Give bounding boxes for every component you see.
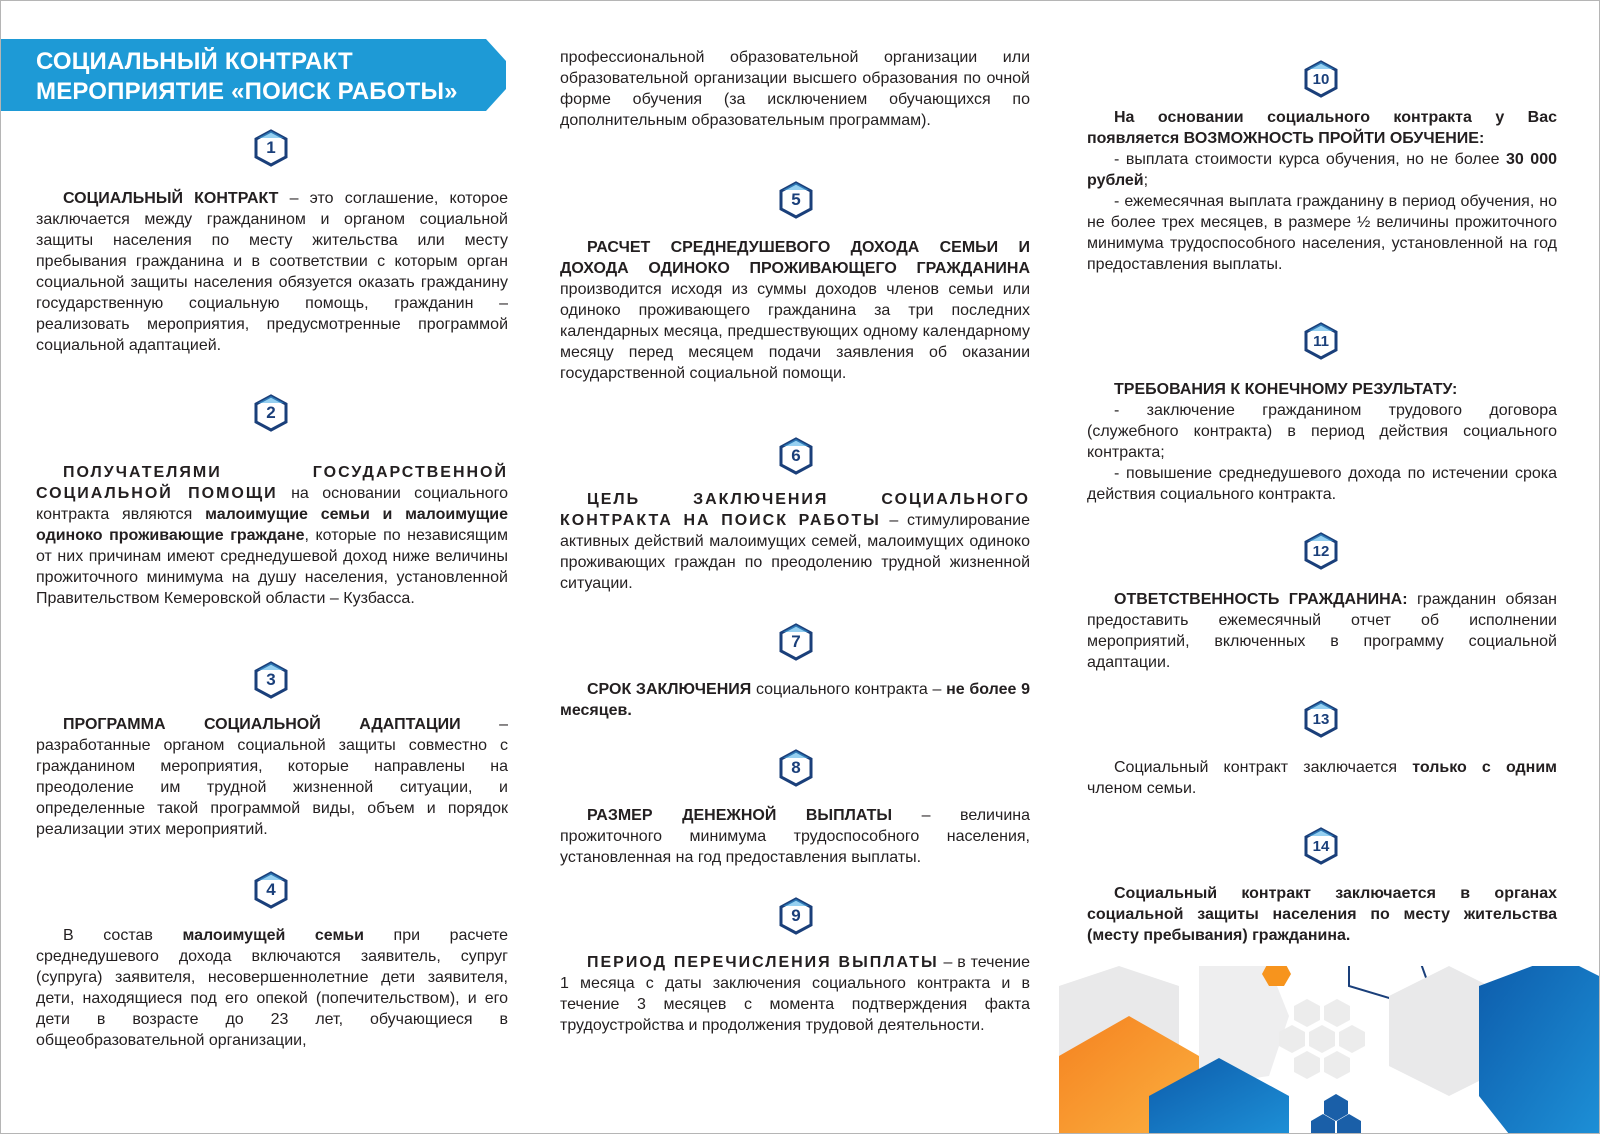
s2-bold-2: малоимущие семьи и малоимущие одиноко проживающие граждане bbox=[36, 506, 509, 544]
s9-text: – в течение 1 месяца с даты заключения социального контракта и в течение 3 месяцев с момента подтверждения факта трудоустройства и продолжения трудовой деятельности. bbox=[560, 954, 1031, 1034]
section-4-continued bbox=[560, 47, 1030, 131]
section-4 bbox=[36, 925, 508, 1051]
s3-heading: ПРОГРАММА СОЦИАЛЬНОЙ АДАПТАЦИИ bbox=[63, 716, 461, 733]
s5-heading: РАСЧЕТ СРЕДНЕДУШЕВОГО ДОХОДА СЕМЬИ И ДОХОДА ОДИНОКО ПРОЖИВАЮЩЕГО ГРАЖДАНИНА bbox=[560, 239, 1030, 277]
s2-text-1: на основании социального контракта являются bbox=[36, 485, 509, 523]
section-10: На основании социального контракта у Вас появляется ВОЗМОЖНОСТЬ ПРОЙТИ ОБУЧЕНИЕ: - выплата стоимости курса обучения, но не более 30 000 рублей; - ежемесячная выплата гражданину в период обучения, но не более трех месяцев, в размере ½ величины прожиточного минимума трудоспособного населения, установленной на год предоставления выплаты. bbox=[1087, 109, 1558, 273]
s7-bold-2: не более 9 месяцев. bbox=[560, 681, 1031, 719]
s5-text: производится исходя из суммы доходов членов семьи или одиноко проживающего гражданина за три последних календарных месяца, предшествующих одному календарному месяцу перед месяцем подачи заявления об оказании государственной социальной помощи. bbox=[560, 281, 1030, 382]
s4-text-1: при расчете среднедушевого дохода включаются заявитель, супруг (супруга) заявителя, несовершеннолетние дети заявителя, дети, находящиеся под его опекой (попечительством), и его дети в возрасте до 23 лет, обучающиеся в общеобразовательной организации, bbox=[36, 927, 508, 1049]
badge-13: 13 bbox=[1303, 700, 1339, 738]
badge-8: 8 bbox=[778, 749, 814, 787]
s1-heading: СОЦИАЛЬНЫЙ КОНТРАКТ bbox=[63, 190, 279, 207]
s7-text: социального контракта – bbox=[751, 681, 947, 698]
badge-2: 2 bbox=[253, 394, 289, 432]
s4-text-0: В состав bbox=[63, 927, 183, 944]
badge-6: 6 bbox=[778, 437, 814, 475]
badge-4: 4 bbox=[253, 871, 289, 909]
section-11 bbox=[1087, 379, 1557, 505]
s6-heading: ЦЕЛЬ ЗАКЛЮЧЕНИЯ СОЦИАЛЬНОГО КОНТРАКТА НА ПОИСК РАБОТЫ bbox=[560, 491, 1030, 529]
s4-continued-text: профессиональной образовательной организации или образовательной организации высшего образования по очной форме обучения (за исключением обучающихся по дополнительным образовательным программам). bbox=[560, 49, 1030, 129]
s13-bold: только с одним bbox=[1412, 759, 1557, 776]
section-12 bbox=[1087, 589, 1557, 673]
badge-12: 12 bbox=[1303, 532, 1339, 570]
s10-heading: На основании социального контракта у Вас появляется ВОЗМОЖНОСТЬ ПРОЙТИ ОБУЧЕНИЕ: bbox=[1087, 109, 1557, 147]
s10-item-2: - ежемесячная выплата гражданину в период обучения, но не более трех месяцев, в размере ½ величины прожиточного минимума трудоспособного населения, установленной на год предоставления выплаты. bbox=[1087, 193, 1557, 273]
section-2 bbox=[36, 462, 508, 609]
s7-heading: СРОК ЗАКЛЮЧЕНИЯ bbox=[587, 681, 752, 698]
s1-text: – это соглашение, которое заключается между гражданином и органом социальной защиты населения по месту жительства или месту пребывания гражданина и в соответствии с которым орган социальной защиты населения обязуется оказать гражданину государственную социальную помощь, гражданин – реализовать мероприятия, предусмотренные программой социальной адаптацией. bbox=[36, 190, 508, 354]
section-14 bbox=[1087, 883, 1557, 946]
s14-text: Социальный контракт заключается в органах социальной защиты населения по месту жительства (месту пребывания) гражданина. bbox=[1087, 885, 1557, 944]
decorative-hexagons bbox=[1059, 966, 1599, 1134]
section-7 bbox=[560, 679, 1030, 721]
s12-text: гражданин обязан предоставить ежемесячный отчет об исполнении мероприятий, включенных в программу социальной адаптации. bbox=[1087, 591, 1557, 671]
section-8 bbox=[560, 805, 1030, 868]
badge-14: 14 bbox=[1303, 827, 1339, 865]
badge-5: 5 bbox=[778, 181, 814, 219]
title-line-2: МЕРОПРИЯТИЕ «ПОИСК РАБОТЫ» bbox=[36, 78, 458, 105]
s13-text-0: Социальный контракт заключается bbox=[1114, 759, 1413, 776]
s2-heading: ПОЛУЧАТЕЛЯМИ ГОСУДАРСТВЕННОЙ СОЦИАЛЬНОЙ ПОМОЩИ bbox=[36, 464, 508, 502]
badge-3: 3 bbox=[253, 661, 289, 699]
section-9 bbox=[560, 952, 1030, 1036]
s4-bold: малоимущей семьи bbox=[182, 927, 364, 944]
s10-item-1: - выплата стоимости курса обучения, но не более bbox=[1114, 151, 1507, 168]
section-3 bbox=[36, 714, 508, 840]
s11-item-2: - повышение среднедушевого дохода по истечении срока действия социального контракта. bbox=[1087, 465, 1557, 503]
badge-10: 10 bbox=[1303, 60, 1339, 98]
badge-7: 7 bbox=[778, 623, 814, 661]
title-line-1: СОЦИАЛЬНЫЙ КОНТРАКТ bbox=[36, 48, 353, 75]
s8-heading: РАЗМЕР ДЕНЕЖНОЙ ВЫПЛАТЫ bbox=[587, 807, 893, 824]
s8-text: – величина прожиточного минимума трудоспособного населения, установленная на год предоставления выплаты. bbox=[560, 807, 1030, 866]
s13-text-1: членом семьи. bbox=[1087, 780, 1197, 797]
section-5 bbox=[560, 237, 1030, 384]
badge-1: 1 bbox=[253, 129, 289, 167]
s6-text: – стимулирование активных действий малоимущих семей, малоимущих одиноко проживающих граждан по преодолению трудной жизненной ситуации. bbox=[560, 512, 1030, 592]
s11-item-1: - заключение гражданином трудового договора (служебного контракта) в период действия социального контракта; bbox=[1087, 402, 1557, 461]
section-6 bbox=[560, 489, 1030, 594]
s10-amount: 30 000 рублей bbox=[1087, 151, 1558, 189]
s2-text-2: , которые по независящим от них причинам имеют среднедушевой доход ниже величины прожиточного минимума на душу населения, установленной Правительством Кемеровской области – Кузбасса. bbox=[36, 527, 508, 607]
s3-text: – разработанные органом социальной защиты совместно с гражданином мероприятия, которые направлены на преодоление им трудной жизненной ситуации, и определенные такой программой виды, объем и порядок реализации этих мероприятий. bbox=[36, 716, 508, 838]
section-1 bbox=[36, 188, 508, 356]
section-13 bbox=[1087, 757, 1557, 799]
s12-heading: ОТВЕТСТВЕННОСТЬ ГРАЖДАНИНА: bbox=[1114, 591, 1408, 608]
badge-9: 9 bbox=[778, 897, 814, 935]
s11-heading: ТРЕБОВАНИЯ К КОНЕЧНОМУ РЕЗУЛЬТАТУ: bbox=[1114, 381, 1458, 398]
page-title bbox=[36, 47, 458, 107]
badge-11: 11 bbox=[1303, 322, 1339, 360]
s9-heading: ПЕРИОД ПЕРЕЧИСЛЕНИЯ ВЫПЛАТЫ bbox=[587, 954, 939, 971]
